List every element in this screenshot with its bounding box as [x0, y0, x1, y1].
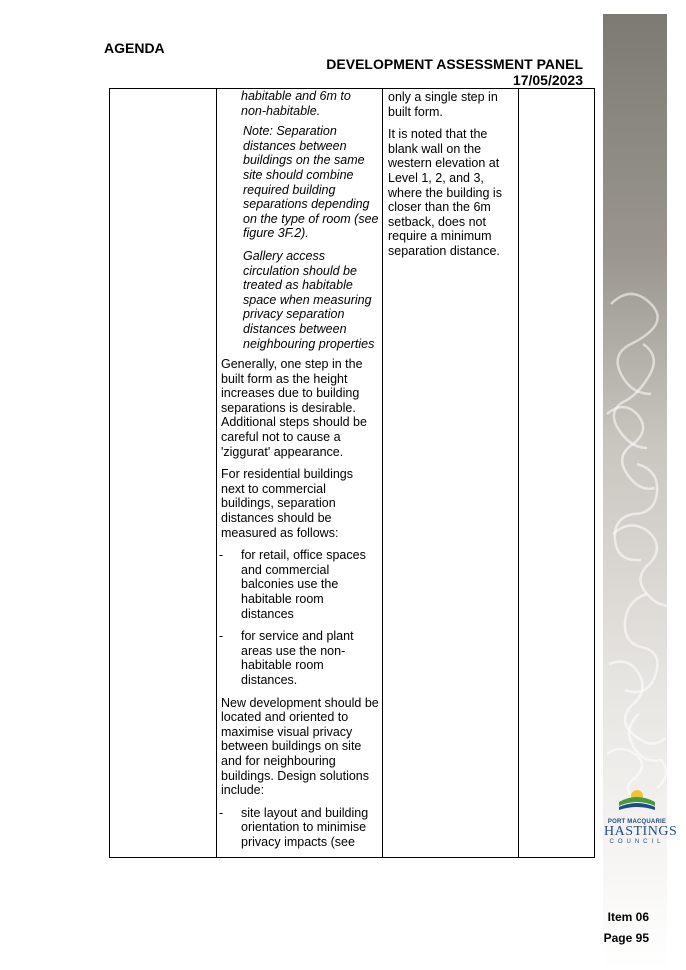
list-item-text: for retail, office spaces and commercial balconies use the habitable room distances	[241, 548, 366, 621]
list-item-text: for service and plant areas use the non-habitable room distances.	[241, 629, 354, 687]
list-dash: -	[219, 629, 224, 644]
list-item	[221, 548, 379, 621]
assessment-table	[109, 88, 595, 858]
list-item-text: site layout and building orientation to minimise privacy impacts (see	[241, 805, 369, 849]
logo-emblem-icon	[617, 784, 657, 814]
page-number: Page 95	[603, 931, 649, 945]
logo-line3: COUNCIL	[609, 839, 665, 845]
separation-text-continued: habitable and 6m to non-habitable.	[241, 89, 351, 118]
logo-line1: PORT MACQUARIE	[607, 819, 667, 825]
gallery-access-note: Gallery access circulation should be treated as habitable space when measuring privacy separation distances between neighbouring properties	[243, 248, 375, 351]
comment-continued: only a single step in built form.	[388, 90, 498, 119]
list-item	[221, 629, 379, 687]
comment-column	[388, 90, 516, 267]
logo-line2: HASTINGS	[604, 824, 678, 839]
column-divider	[216, 89, 217, 857]
panel-heading: DEVELOPMENT ASSESSMENT PANEL	[326, 56, 583, 72]
list-item	[221, 806, 379, 850]
council-logo	[604, 784, 678, 845]
column-divider	[518, 89, 519, 857]
agenda-heading: AGENDA	[104, 40, 165, 56]
step-paragraph: Generally, one step in the built form as the height increases due to building separations is desirable. Additional steps should be careful not to cause a 'ziggurat' appearance.	[221, 357, 367, 459]
list-dash: -	[219, 548, 224, 563]
privacy-paragraph: New development should be located and oriented to maximise visual privacy between buildings on site and for neighbouring buildings. Design solutions include:	[221, 695, 379, 798]
blank-wall-comment: It is noted that the blank wall on the western elevation at Level 1, 2, and 3, where the building is closer than the 6m setback, does not require a minimum separation distance.	[388, 127, 502, 258]
separation-note: Note: Separation distances between buildings on the same site should combine required building separations depending on the type of room (see figure 3F.2).	[243, 124, 379, 241]
commercial-paragraph: For residential buildings next to commercial buildings, separation distances should be measured as follows:	[221, 467, 354, 540]
list-dash: -	[219, 805, 224, 820]
control-column	[221, 89, 379, 858]
meeting-date: 17/05/2023	[512, 72, 583, 88]
item-number: Item 06	[607, 910, 649, 924]
column-divider	[382, 89, 383, 857]
